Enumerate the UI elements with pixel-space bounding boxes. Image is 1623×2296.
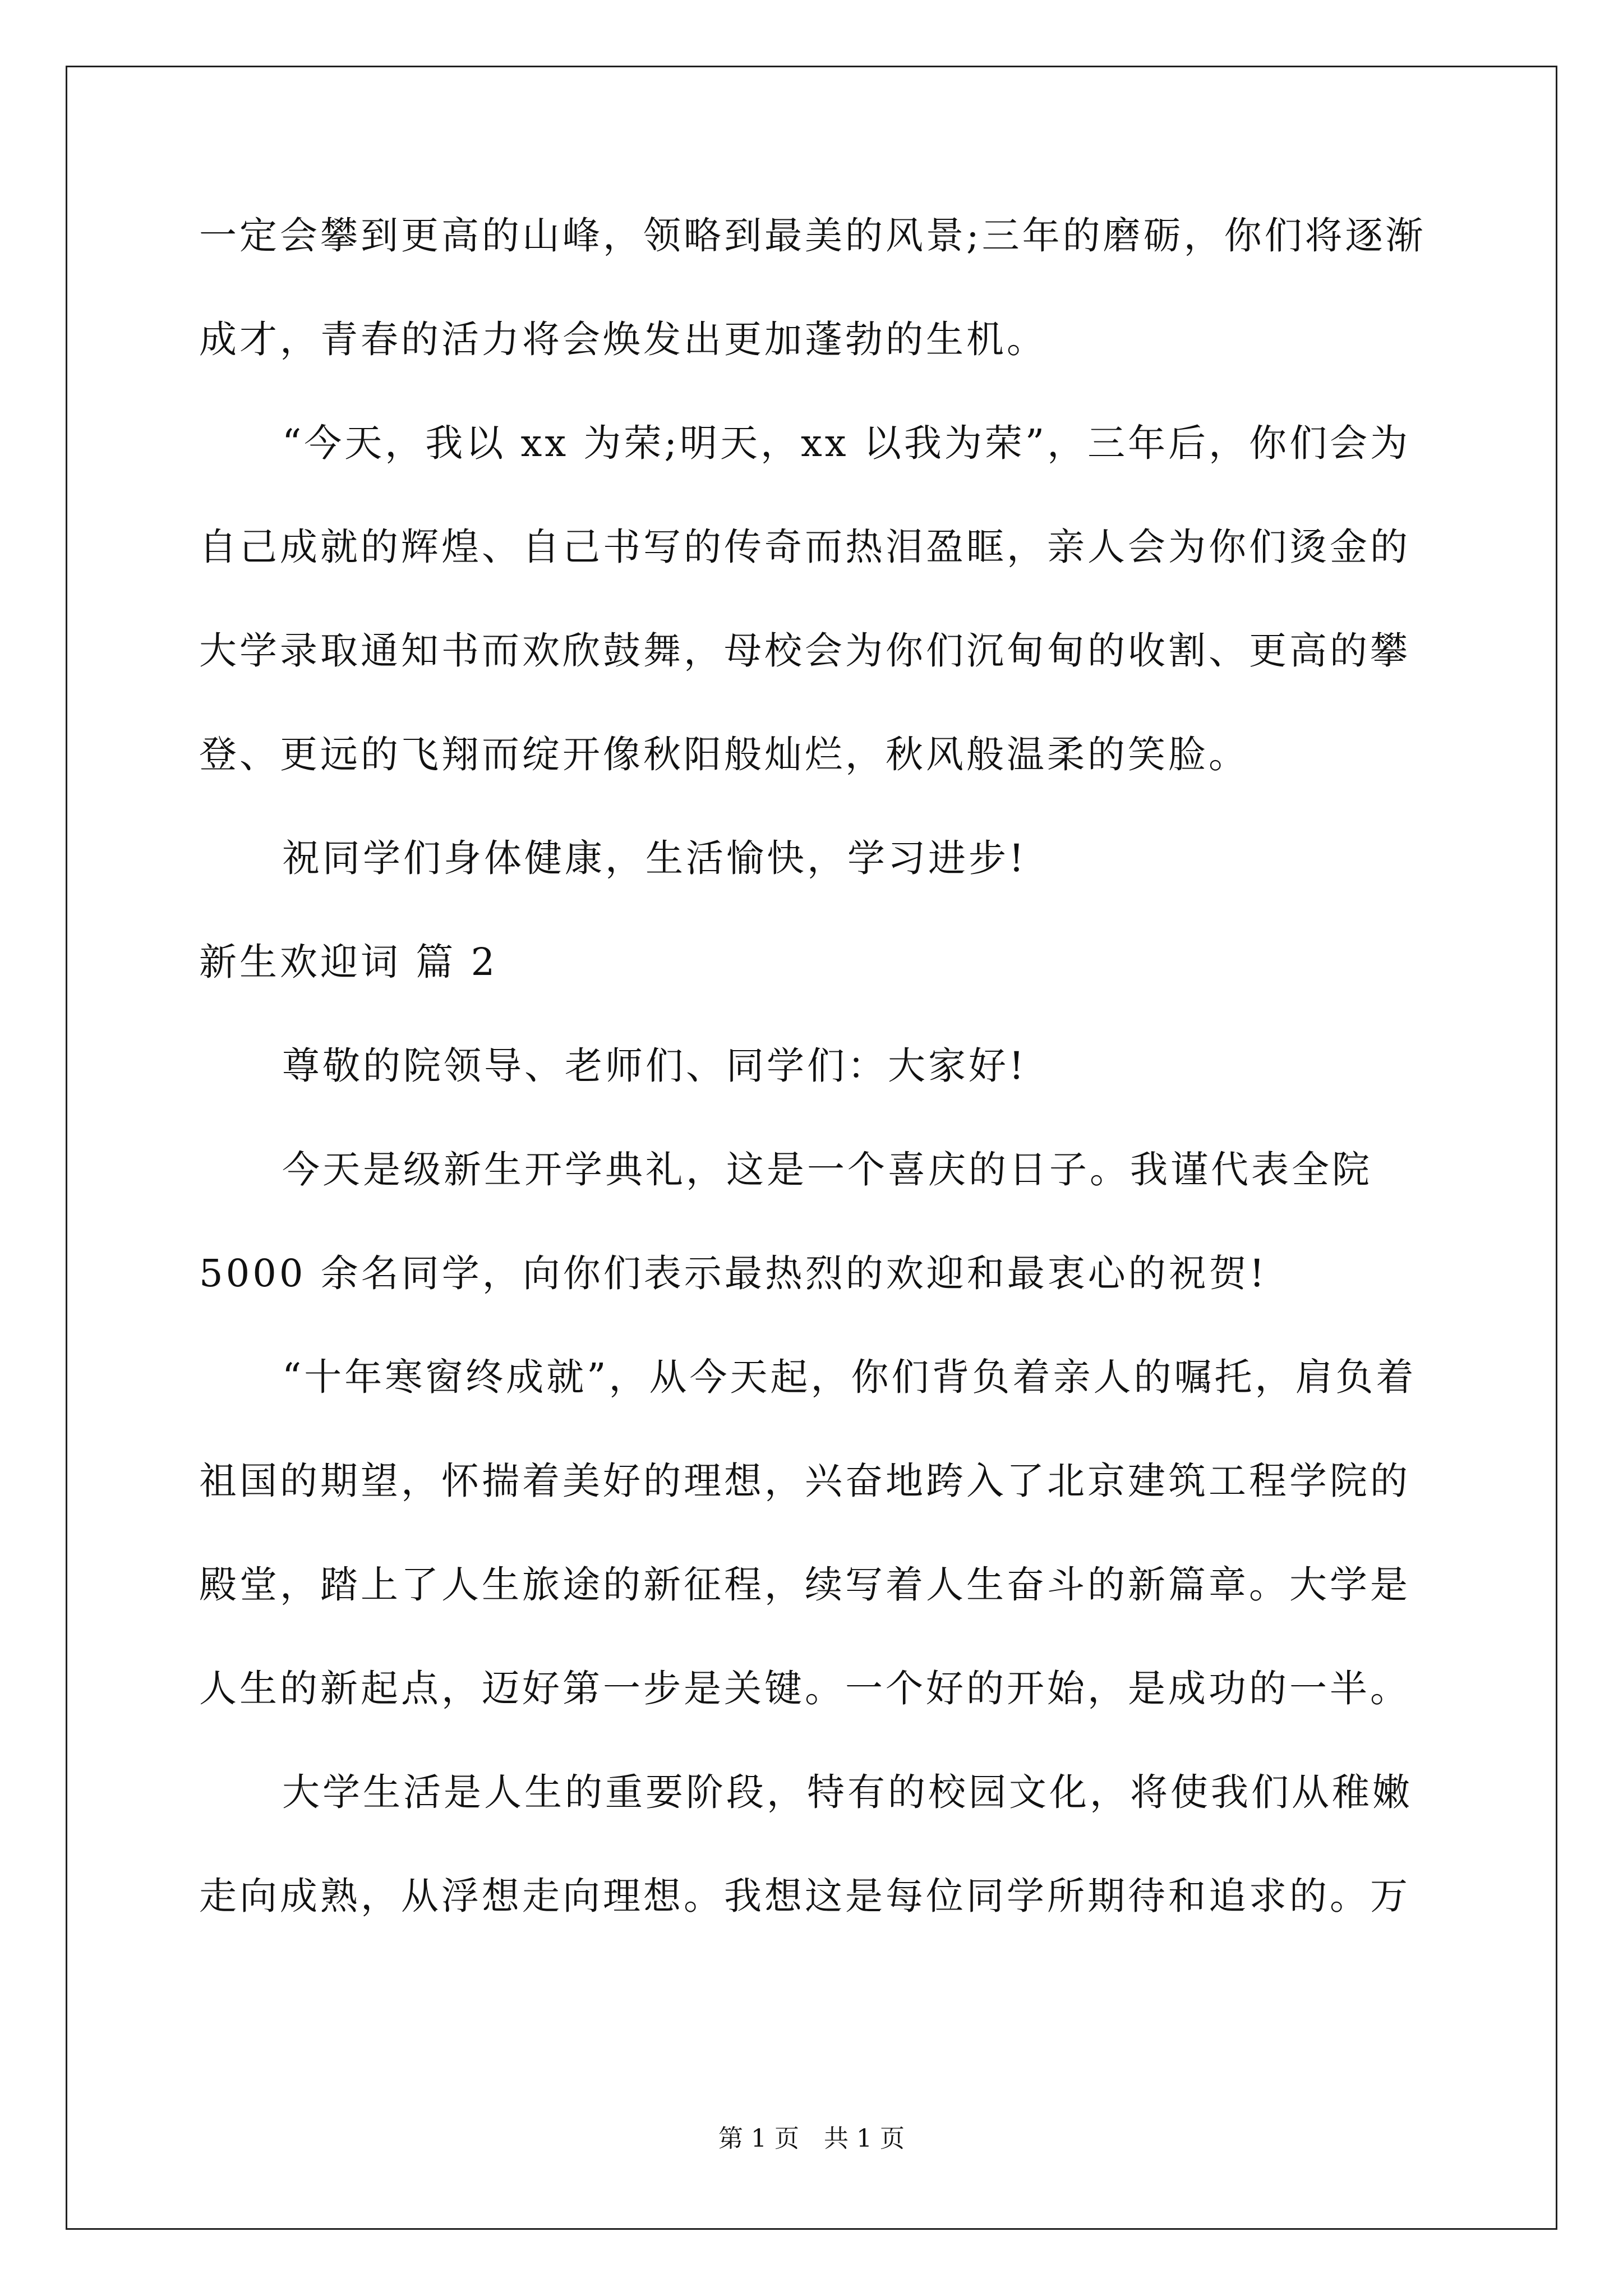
paragraph-line: 尊敬的院领导、老师们、同学们：大家好! [282, 1044, 1027, 1088]
paragraph-line: 走向成熟，从浮想走向理想。我想这是每位同学所期待和追求的。万 [199, 1874, 1410, 1918]
paragraph-line: 自己成就的辉煌、自己书写的传奇而热泪盈眶，亲人会为你们烫金的 [199, 525, 1410, 569]
section-heading: 新生欢迎词 篇 2 [199, 940, 498, 984]
page-number-footer: 第 1 页 共 1 页 [718, 2124, 905, 2153]
paragraph-line: 一定会攀到更高的山峰，领略到最美的风景;三年的磨砺，你们将逐渐 [199, 214, 1426, 257]
paragraph-line: “今天，我以 xx 为荣;明天，xx 以我为荣”，三年后，你们会为 [282, 421, 1411, 465]
paragraph-line: “十年寒窗终成就”，从今天起，你们背负着亲人的嘱托，肩负着 [282, 1355, 1417, 1399]
paragraph-line: 今天是级新生开学典礼，这是一个喜庆的日子。我谨代表全院 [282, 1148, 1372, 1191]
paragraph-line: 大学生活是人生的重要阶段，特有的校园文化，将使我们从稚嫩 [282, 1770, 1413, 1814]
paragraph-line: 大学录取通知书而欢欣鼓舞，母校会为你们沉甸甸的收割、更高的攀 [199, 629, 1410, 673]
paragraph-line: 登、更远的飞翔而绽开像秋阳般灿烂，秋风般温柔的笑脸。 [199, 733, 1249, 776]
paragraph-line: 祖国的期望，怀揣着美好的理想，兴奋地跨入了北京建筑工程学院的 [199, 1459, 1410, 1503]
paragraph-line: 5000 余名同学，向你们表示最热烈的欢迎和最衷心的祝贺! [199, 1251, 1267, 1295]
paragraph-line: 成才，青春的活力将会焕发出更加蓬勃的生机。 [199, 318, 1047, 361]
paragraph-line: 殿堂，踏上了人生旅途的新征程，续写着人生奋斗的新篇章。大学是 [199, 1563, 1410, 1607]
paragraph-line: 祝同学们身体健康，生活愉快，学习进步! [282, 836, 1027, 880]
paragraph-line: 人生的新起点，迈好第一步是关键。一个好的开始，是成功的一半。 [199, 1667, 1410, 1710]
